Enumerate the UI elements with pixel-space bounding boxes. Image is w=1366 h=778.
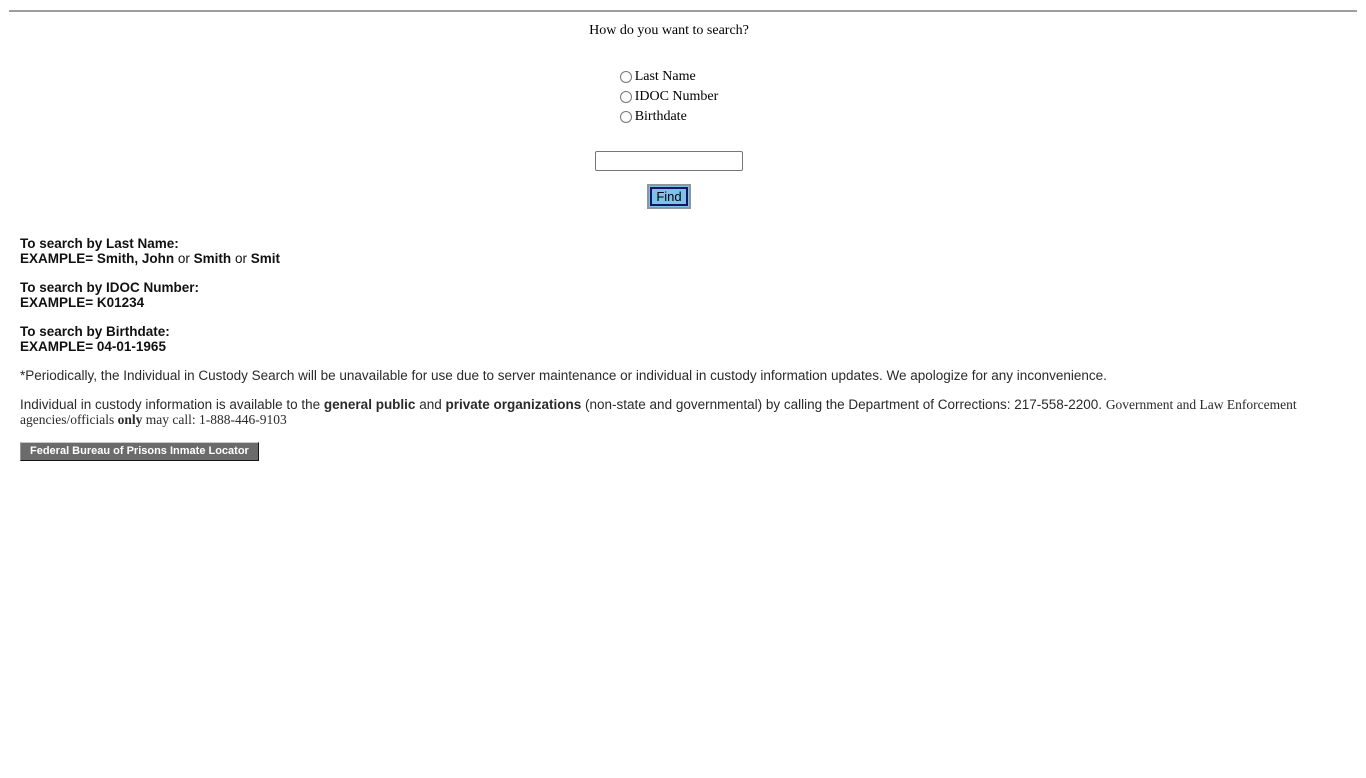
find-button-row [0,171,1338,209]
last-name-radio-label: Last Name [634,69,696,84]
find-button-label: Find [650,187,687,206]
instructions-section [20,236,1346,461]
radio-option-last-name[interactable] [620,67,719,87]
instruction-birthdate [20,324,1346,354]
maintenance-notice: *Periodically, the Individual in Custody Search will be unavailable for use due to server maintenance or individual in custody information updates. We apologize for any inconvenience. [20,368,1107,383]
search-section [0,23,1338,209]
radio-option-birthdate[interactable] [620,107,719,127]
availability-notice: Individual in custody information is available to the general public and private organizations (non-state and governmental) by calling the Department of Corrections: 217-558-2200. Government and Law Enforcement agencies/officials only may call: 1-888-446-9103 [20,397,1297,427]
top-divider [9,10,1357,12]
idoc-number-radio[interactable] [620,91,632,103]
idoc-number-radio-label: IDOC Number [634,89,719,104]
search-input[interactable] [595,151,743,171]
instruction-heading: To search by Birthdate: [20,324,170,339]
birthdate-radio-label: Birthdate [634,109,687,124]
instruction-heading: To search by Last Name: [20,236,179,251]
instruction-last-name [20,236,1346,266]
radio-option-idoc-number[interactable] [620,87,719,107]
birthdate-radio[interactable] [620,111,632,123]
last-name-radio[interactable] [620,71,632,83]
search-input-row [0,127,1338,171]
find-button[interactable] [647,184,690,209]
instruction-idoc-number [20,280,1346,310]
search-prompt: How do you want to search? [589,23,749,38]
instruction-example: EXAMPLE= K01234 [20,295,145,310]
instruction-heading: To search by IDOC Number: [20,280,200,295]
federal-bureau-of-prisons-inmate-locator-button[interactable]: Federal Bureau of Prisons Inmate Locator [20,442,259,461]
search-type-radio-group [620,67,719,127]
instruction-example: EXAMPLE= Smith, John or Smith or Smit [20,251,280,266]
instruction-example: EXAMPLE= 04-01-1965 [20,339,166,354]
